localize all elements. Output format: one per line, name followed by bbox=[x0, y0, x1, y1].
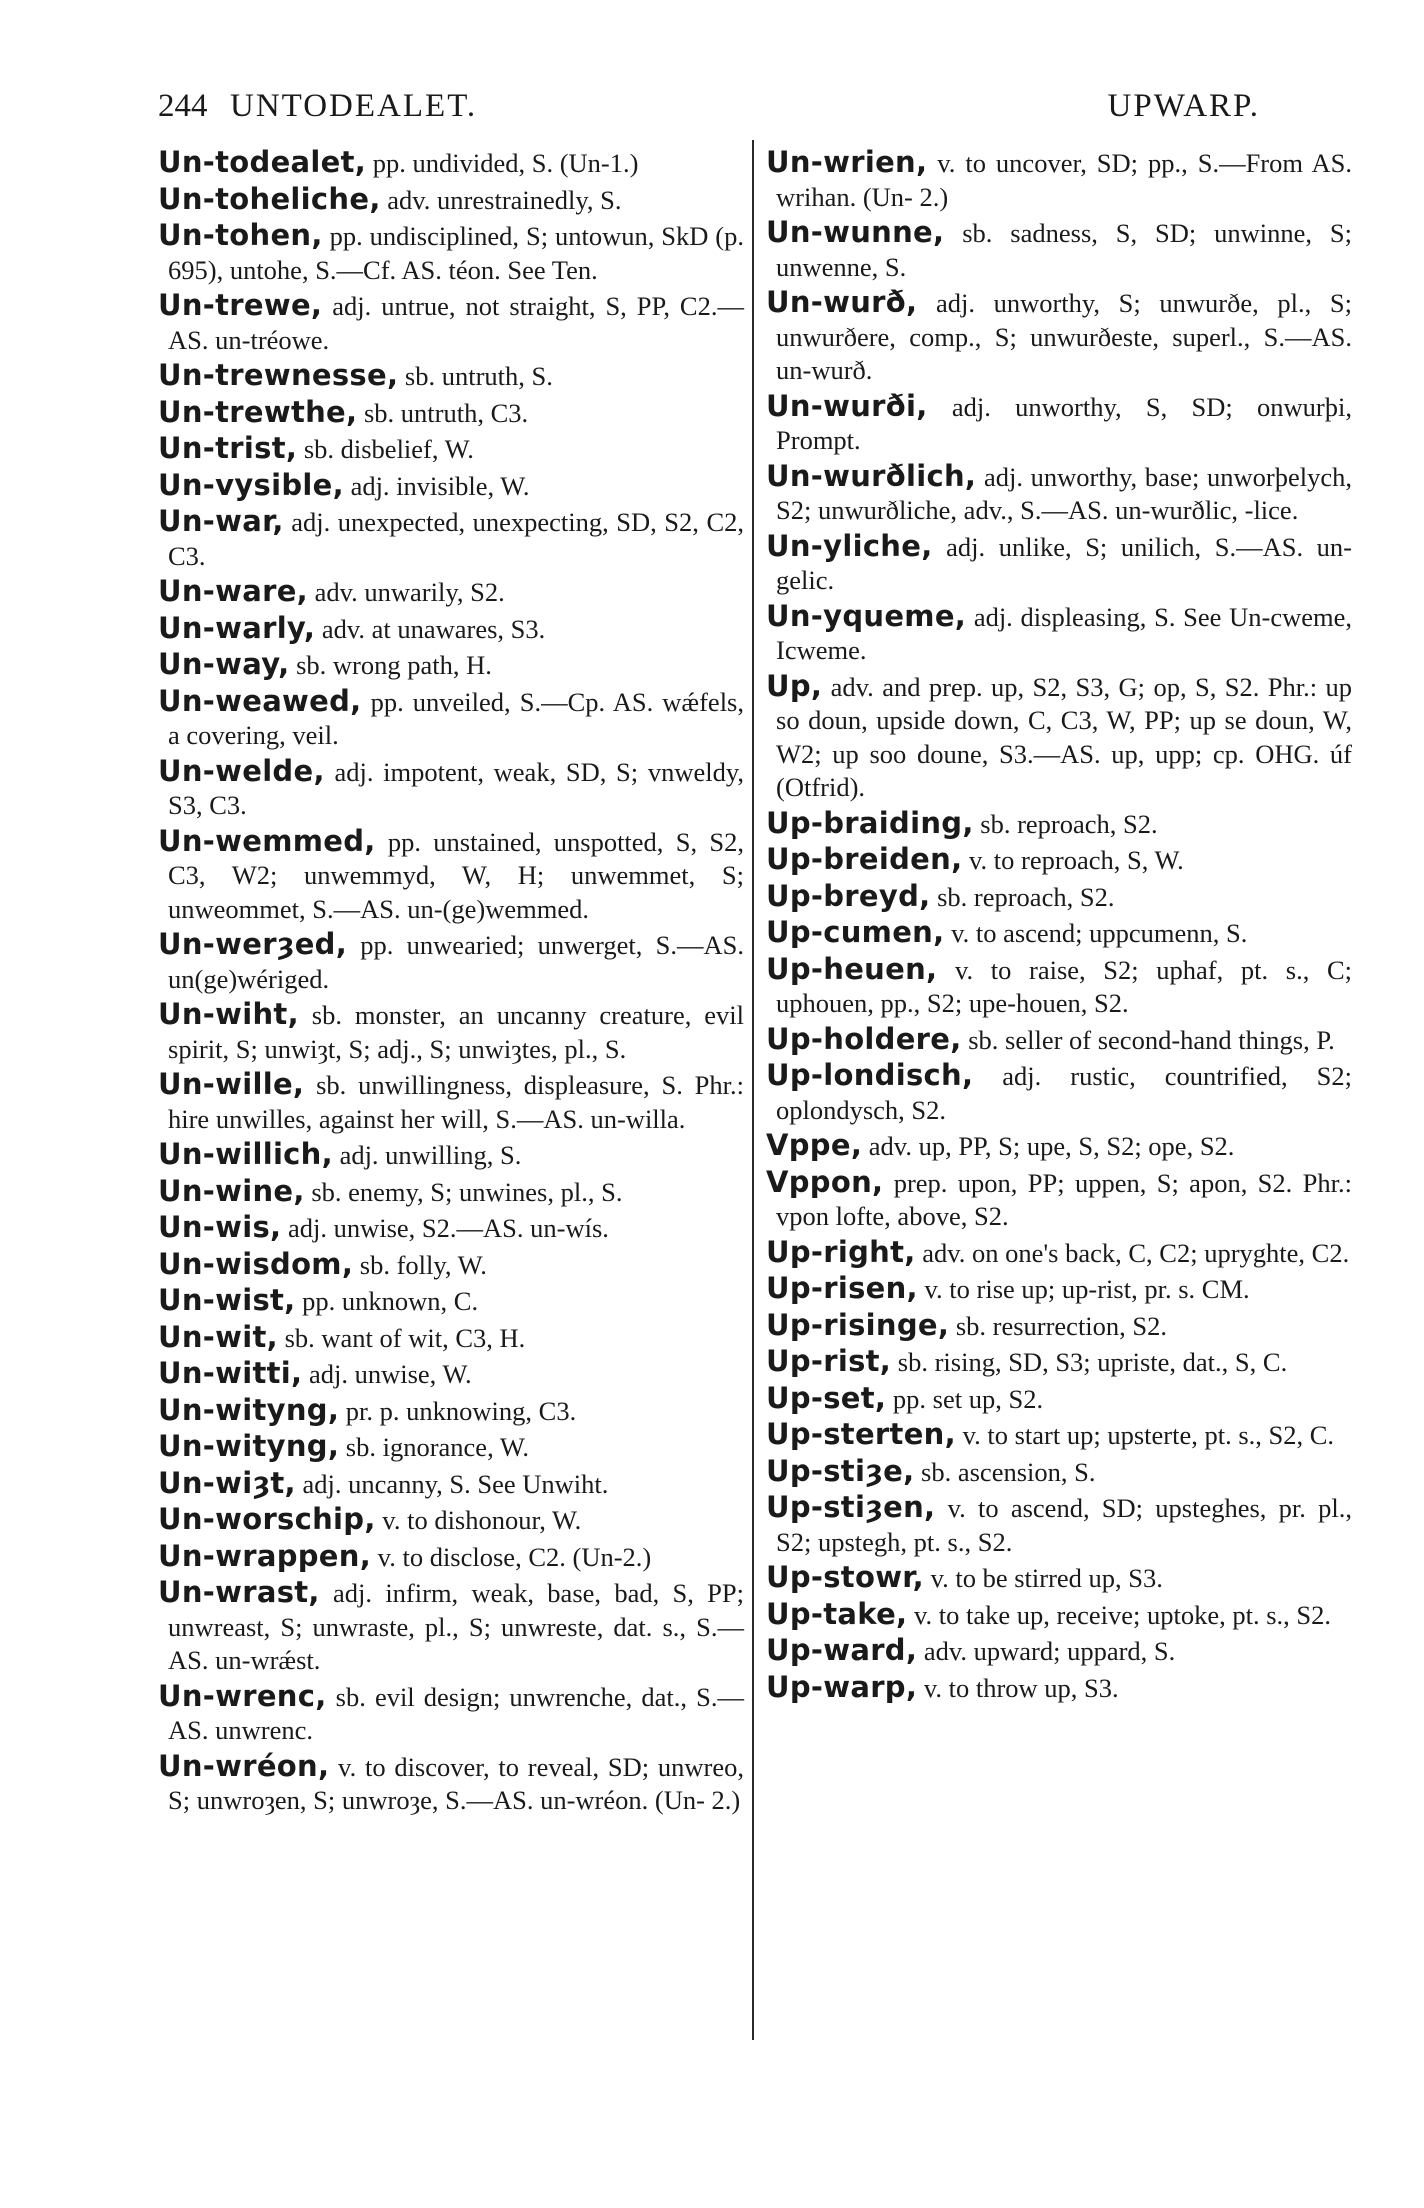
definition: pp. unstained, unspotted, S, S2, C3, W2; unwemmyd, W, H; unwemmet, S; unweommet, S.—AS. un-(ge)wemmed. bbox=[168, 826, 744, 924]
definition: v. to disclose, C2. (Un-2.) bbox=[371, 1541, 652, 1572]
dictionary-entry bbox=[158, 1284, 744, 1319]
definition: v. to uncover, SD; pp., S.—From AS. wrihan. (Un- 2.) bbox=[776, 148, 1352, 212]
dictionary-entry bbox=[766, 286, 1352, 388]
headword: Up-braiding, bbox=[766, 805, 974, 840]
definition: adj. untrue, not straight, S, PP, C2.—AS. un-tréowe. bbox=[168, 291, 744, 355]
headword: Un-warly, bbox=[158, 610, 316, 645]
definition: v. to ascend, SD; upsteghes, pr. pl., S2; upstegh, pt. s., S2. bbox=[776, 1493, 1352, 1557]
definition: sb. untruth, S. bbox=[398, 361, 553, 391]
page-number: 244 bbox=[158, 88, 208, 124]
definition: v. to take up, receive; uptoke, pt. s., S2. bbox=[907, 1599, 1332, 1630]
definition: sb. enemy, S; unwines, pl., S. bbox=[304, 1176, 623, 1207]
headword: Un-willich, bbox=[158, 1137, 333, 1171]
dictionary-entry bbox=[158, 685, 744, 753]
definition: adv. unwarily, S2. bbox=[307, 577, 505, 607]
definition: v. to throw up, S3. bbox=[917, 1672, 1119, 1703]
headword: Un-trewnesse, bbox=[158, 358, 399, 392]
dictionary-entry bbox=[766, 1598, 1352, 1633]
dictionary-entry bbox=[766, 1059, 1352, 1127]
headword: Up-breiden, bbox=[766, 842, 963, 876]
headword: Un-wis, bbox=[158, 1210, 282, 1244]
definition: v. to discover, to reveal, SD; unwreo, S; unwroȝen, S; unwroȝe, S.—AS. un-wréon. (Un- 2.) bbox=[168, 1751, 744, 1815]
headword: Un-way, bbox=[158, 647, 290, 681]
dictionary-entry bbox=[158, 998, 744, 1066]
dictionary-entry bbox=[766, 880, 1352, 915]
definition: sb. resurrection, S2. bbox=[949, 1310, 1168, 1341]
definition: v. to rise up; up-rist, pr. s. CM. bbox=[917, 1274, 1250, 1304]
headword: Up-rist, bbox=[766, 1344, 892, 1378]
definition: pp. unwearied; unwerget, S.—AS. un(ge)wériged. bbox=[168, 930, 744, 994]
definition: sb. wrong path, H. bbox=[289, 650, 492, 680]
headword: Up-heuen, bbox=[766, 951, 938, 986]
dictionary-entry bbox=[158, 1576, 744, 1678]
dictionary-entry bbox=[158, 755, 744, 823]
headword: Un-wisdom, bbox=[158, 1246, 354, 1281]
dictionary-entry bbox=[766, 1634, 1352, 1669]
dictionary-entry bbox=[766, 953, 1352, 1021]
dictionary-entry bbox=[158, 1175, 744, 1210]
headword: Up-set, bbox=[766, 1380, 887, 1415]
dictionary-entry bbox=[158, 1321, 744, 1356]
headword: Up-ward, bbox=[766, 1633, 918, 1667]
right-running-head: UPWARP. bbox=[1107, 88, 1260, 124]
definition: adj. unwilling, S. bbox=[332, 1140, 522, 1170]
headword: Un-wurði, bbox=[766, 388, 928, 423]
dictionary-entry bbox=[158, 1540, 744, 1575]
definition: adj. infirm, weak, base, bad, S, PP; unwreast, S; unwraste, pl., S; unwreste, dat. s., S.—AS. un-wrǽst. bbox=[168, 1578, 744, 1675]
dictionary-entry bbox=[766, 146, 1352, 214]
definition: sb. monster, an uncanny creature, evil spirit, S; unwiȝt, S; adj., S; unwiȝtes, pl., S. bbox=[168, 1000, 744, 1064]
definition: sb. disbelief, W. bbox=[297, 434, 474, 464]
definition: adj. unwise, W. bbox=[302, 1359, 472, 1389]
dictionary-entry bbox=[158, 1750, 744, 1818]
definition: v. to start up; upsterte, pt. s., S2, C. bbox=[955, 1420, 1335, 1450]
definition: sb. ignorance, W. bbox=[339, 1432, 530, 1462]
definition: adj. unlike, S; unilich, S.—AS. un-gelic. bbox=[776, 531, 1352, 595]
definition: sb. folly, W. bbox=[353, 1249, 487, 1280]
dictionary-entry bbox=[158, 1503, 744, 1538]
headword: Un-werȝed, bbox=[158, 927, 348, 961]
dictionary-entry bbox=[158, 219, 744, 287]
dictionary-entry bbox=[158, 396, 744, 431]
headword: Up-stiȝen, bbox=[766, 1490, 936, 1524]
headword: Up-stowr, bbox=[766, 1560, 924, 1594]
dictionary-entry bbox=[158, 289, 744, 357]
headword: Un-vysible, bbox=[158, 467, 344, 502]
headword: Un-tohen, bbox=[158, 218, 323, 252]
headword: Un-trewthe, bbox=[158, 394, 358, 429]
dictionary-entry bbox=[766, 670, 1352, 805]
headword: Un-wrien, bbox=[766, 145, 928, 179]
dictionary-entry bbox=[158, 1068, 744, 1136]
dictionary-entry bbox=[766, 1166, 1352, 1234]
headword: Un-worschip, bbox=[158, 1502, 376, 1536]
definition: sb. rising, SD, S3; upriste, dat., S, C. bbox=[891, 1347, 1288, 1377]
dictionary-entry bbox=[158, 505, 744, 573]
headword: Un-wine, bbox=[158, 1173, 305, 1208]
headword: Un-witti, bbox=[158, 1356, 303, 1390]
dictionary-entry bbox=[766, 1382, 1352, 1417]
dictionary-entry bbox=[766, 530, 1352, 598]
dictionary-entry bbox=[158, 648, 744, 683]
headword: Un-ware, bbox=[158, 574, 308, 608]
headword: Up-stiȝe, bbox=[766, 1453, 915, 1488]
definition: pp. unveiled, S.—Cp. AS. wǽfels, a covering, veil. bbox=[168, 686, 744, 750]
headword: Un-yqueme, bbox=[766, 598, 967, 633]
definition: v. to be stirred up, S3. bbox=[923, 1563, 1163, 1593]
headword: Up-warp, bbox=[766, 1669, 918, 1704]
definition: v. to dishonour, W. bbox=[375, 1505, 582, 1535]
dictionary-entry bbox=[158, 359, 744, 394]
definition: sb. evil design; unwrenche, dat., S.—AS. unwrenc. bbox=[168, 1681, 744, 1745]
dictionary-entry bbox=[158, 825, 744, 927]
headword: Un-wille, bbox=[158, 1067, 305, 1101]
dictionary-entry bbox=[766, 916, 1352, 951]
definition: sb. ascension, S. bbox=[914, 1456, 1096, 1487]
dictionary-entry bbox=[158, 432, 744, 467]
definition: adj. rustic, countrified, S2; oplondysch, S2. bbox=[776, 1061, 1352, 1125]
headword: Un-wit, bbox=[158, 1319, 278, 1354]
headword: Un-welde, bbox=[158, 753, 325, 788]
definition: adj. unexpected, unexpecting, SD, S2, C2, C3. bbox=[168, 507, 744, 571]
headword: Un-toheliche, bbox=[158, 181, 381, 216]
headword: Up-risinge, bbox=[766, 1307, 950, 1342]
headword: Up-holdere, bbox=[766, 1021, 962, 1056]
headword: Un-weawed, bbox=[158, 683, 362, 718]
definition: adj. uncanny, S. See Unwiht. bbox=[295, 1468, 609, 1499]
definition: adv. unrestrainedly, S. bbox=[380, 184, 622, 215]
definition: adv. and prep. up, S2, S3, G; op, S, S2. Phr.: up so doun, upside down, C, C3, W, PP; up se doun, W, W2; up soo doune, S3.—AS. up, upp; cp. OHG. úf (Otfrid). bbox=[776, 671, 1352, 802]
dictionary-entry bbox=[158, 146, 744, 181]
dictionary-entry bbox=[158, 1467, 744, 1502]
definition: adj. impotent, weak, SD, S; vnweldy, S3, C3. bbox=[168, 756, 744, 820]
dictionary-entry bbox=[158, 1680, 744, 1748]
dictionary-entry bbox=[766, 1345, 1352, 1380]
definition: sb. reproach, S2. bbox=[930, 881, 1115, 912]
definition: v. to reproach, S, W. bbox=[962, 845, 1184, 875]
headword: Up-cumen, bbox=[766, 915, 945, 949]
headword: Up-right, bbox=[766, 1234, 916, 1269]
dictionary-entry bbox=[766, 1129, 1352, 1164]
headword: Un-wrast, bbox=[158, 1575, 320, 1609]
definition: adv. on one's back, C, C2; upryghte, C2. bbox=[915, 1237, 1350, 1268]
dictionary-entry bbox=[766, 1309, 1352, 1344]
headword: Un-wunne, bbox=[766, 215, 945, 249]
dictionary-entry bbox=[158, 183, 744, 218]
dictionary-entry bbox=[766, 216, 1352, 284]
dictionary-entry bbox=[158, 928, 744, 996]
headword: Un-wiȝt, bbox=[158, 1465, 296, 1500]
dictionary-entry bbox=[766, 600, 1352, 668]
headword: Un-yliche, bbox=[766, 528, 933, 563]
headword: Un-wityng, bbox=[158, 1392, 340, 1427]
definition: pp. undivided, S. (Un-1.) bbox=[366, 148, 639, 178]
dictionary-entry bbox=[766, 1455, 1352, 1490]
dictionary-entry bbox=[158, 612, 744, 647]
headword: Un-wist, bbox=[158, 1283, 296, 1317]
dictionary-entry bbox=[766, 390, 1352, 458]
headword: Up, bbox=[766, 668, 823, 703]
definition: pr. p. unknowing, C3. bbox=[339, 1395, 577, 1426]
dictionary-entry bbox=[158, 1357, 744, 1392]
definition: v. to ascend; uppcumenn, S. bbox=[944, 918, 1248, 948]
headword: Un-wurðlich, bbox=[766, 458, 977, 493]
definition: adv. at unawares, S3. bbox=[315, 613, 546, 644]
dictionary-entry bbox=[766, 807, 1352, 842]
definition: pp. unknown, C. bbox=[295, 1286, 479, 1316]
headword: Up-sterten, bbox=[766, 1417, 956, 1451]
dictionary-entry bbox=[158, 1211, 744, 1246]
definition: sb. sadness, S, SD; unwinne, S; unwenne, S. bbox=[776, 218, 1352, 282]
left-running-head: UNTODEALET. bbox=[230, 88, 478, 124]
definition: sb. unwillingness, displeasure, S. Phr.: hire unwilles, against her will, S.—AS. un-willa. bbox=[168, 1070, 744, 1134]
dictionary-entry bbox=[158, 469, 744, 504]
definition: v. to raise, S2; uphaf, pt. s., C; uphouen, pp., S2; upe-houen, S2. bbox=[776, 954, 1352, 1018]
dictionary-entry bbox=[766, 1671, 1352, 1706]
headword: Up-risen, bbox=[766, 1271, 918, 1305]
headword: Un-wurð, bbox=[766, 285, 918, 319]
dictionary-entry bbox=[158, 1394, 744, 1429]
headword: Un-wiht, bbox=[158, 997, 299, 1031]
headword: Un-wityng, bbox=[158, 1429, 340, 1463]
definition: adv. up, PP, S; upe, S, S2; ope, S2. bbox=[862, 1131, 1235, 1161]
headword: Up-take, bbox=[766, 1596, 908, 1631]
dictionary-entry bbox=[766, 1023, 1352, 1058]
headword: Un-wrappen, bbox=[158, 1538, 372, 1573]
left-column bbox=[158, 146, 744, 1820]
dictionary-entry bbox=[766, 843, 1352, 878]
definition: adj. unworthy, S; unwurðe, pl., S; unwurðere, comp., S; unwurðeste, superl., S.—AS. un-wurð. bbox=[776, 288, 1352, 385]
definition: prep. upon, PP; uppen, S; apon, S2. Phr.: vpon lofte, above, S2. bbox=[776, 1167, 1352, 1231]
page-header bbox=[158, 82, 1260, 138]
dictionary-entry bbox=[158, 575, 744, 610]
definition: adv. upward; uppard, S. bbox=[917, 1636, 1176, 1666]
column-divider bbox=[752, 140, 754, 2040]
headword: Vppe, bbox=[766, 1128, 863, 1162]
definition: sb. reproach, S2. bbox=[973, 808, 1158, 839]
dictionary-entry bbox=[158, 1430, 744, 1465]
dictionary-entry bbox=[158, 1138, 744, 1173]
definition: sb. want of wit, C3, H. bbox=[277, 1322, 526, 1353]
headword: Up-londisch, bbox=[766, 1058, 974, 1092]
dictionary-entry bbox=[766, 460, 1352, 528]
dictionary-entry bbox=[766, 1418, 1352, 1453]
dictionary-entry bbox=[158, 1248, 744, 1283]
dictionary-entry bbox=[766, 1561, 1352, 1596]
definition: adj. invisible, W. bbox=[343, 470, 530, 501]
definition: adj. unwise, S2.—AS. un-wís. bbox=[281, 1213, 609, 1243]
headword: Un-wréon, bbox=[158, 1748, 330, 1783]
dictionary-entry bbox=[766, 1491, 1352, 1559]
right-column bbox=[766, 146, 1352, 1707]
definition: adj. displeasing, S. See Un-cweme, Icweme. bbox=[776, 601, 1352, 665]
headword: Un-wrenc, bbox=[158, 1678, 327, 1713]
headword: Un-trist, bbox=[158, 431, 298, 465]
definition: pp. set up, S2. bbox=[886, 1383, 1044, 1414]
definition: adj. unworthy, base; unworþelych, S2; unwurðliche, adv., S.—AS. un-wurðlic, -lice. bbox=[776, 461, 1352, 525]
definition: sb. untruth, C3. bbox=[357, 397, 529, 428]
headword: Up-breyd, bbox=[766, 878, 931, 913]
headword: Un-wemmed, bbox=[158, 823, 376, 858]
definition: sb. seller of second-hand things, P. bbox=[961, 1024, 1335, 1055]
headword: Vppon, bbox=[766, 1164, 884, 1199]
headword: Un-trewe, bbox=[158, 288, 323, 322]
dictionary-entry bbox=[766, 1236, 1352, 1271]
headword: Un-war, bbox=[158, 504, 284, 538]
dictionary-entry bbox=[766, 1272, 1352, 1307]
definition: pp. undisciplined, S; untowun, SkD (p. 695), untohe, S.—Cf. AS. téon. See Ten. bbox=[168, 221, 744, 285]
definition: adj. unworthy, S, SD; onwurþi, Prompt. bbox=[776, 391, 1352, 455]
headword: Un-todealet, bbox=[158, 145, 367, 179]
